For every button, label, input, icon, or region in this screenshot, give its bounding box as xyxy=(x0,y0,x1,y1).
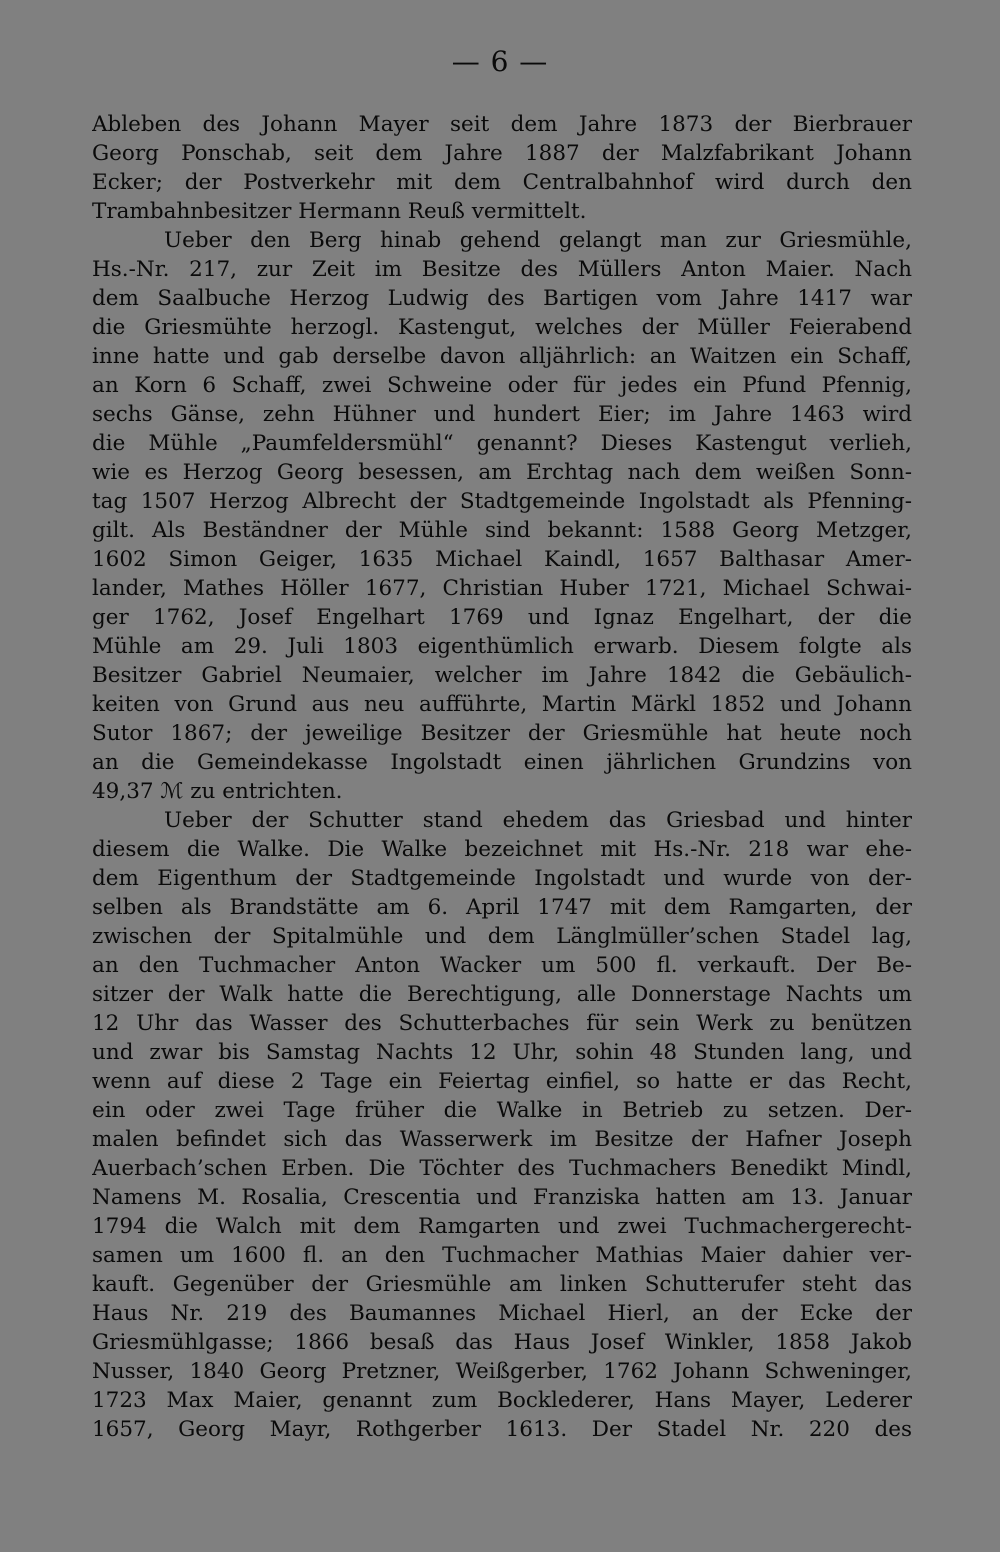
text-line: tag 1507 Herzog Albrecht der Stadtgemeinde Ingolstadt als Pfenning- xyxy=(92,489,912,514)
text-line: diesem die Walke. Die Walke bezeichnet mit Hs.-Nr. 218 war ehe- xyxy=(92,837,912,862)
text-line: und zwar bis Samstag Nachts 12 Uhr, sohin 48 Stunden lang, und xyxy=(92,1040,912,1065)
text-line: Hs.-Nr. 217, zur Zeit im Besitze des Müllers Anton Maier. Nach xyxy=(92,257,912,282)
text-line: malen befindet sich das Wasserwerk im Besitze der Hafner Joseph xyxy=(92,1127,912,1152)
text-line: Georg Ponschab, seit dem Jahre 1887 der Malzfabrikant Johann xyxy=(92,141,912,166)
text-line: Ueber der Schutter stand ehedem das Griesbad und hinter xyxy=(164,808,912,833)
page-number: — 6 — xyxy=(451,45,549,78)
text-line: Namens M. Rosalia, Crescentia und Franziska hatten am 13. Januar xyxy=(92,1185,912,1210)
text-line: sitzer der Walk hatte die Berechtigung, alle Donnerstage Nachts um xyxy=(92,982,912,1007)
text-line: Ueber den Berg hinab gehend gelangt man zur Griesmühle, xyxy=(164,228,912,253)
text-line: dem Eigenthum der Stadtgemeinde Ingolstadt und wurde von der- xyxy=(92,866,912,891)
text-line: die Griesmühte herzogl. Kastengut, welches der Müller Feierabend xyxy=(92,315,912,340)
text-line: Auerbach’schen Erben. Die Töchter des Tuchmachers Benedikt Mindl, xyxy=(92,1156,912,1181)
text-line: selben als Brandstätte am 6. April 1747 mit dem Ramgarten, der xyxy=(92,895,912,920)
text-line: ein oder zwei Tage früher die Walke in Betrieb zu setzen. Der- xyxy=(92,1098,912,1123)
text-line: Sutor 1867; der jeweilige Besitzer der Griesmühle hat heute noch xyxy=(92,721,912,746)
text-line: die Mühle „Paumfeldersmühl“ genannt? Dieses Kastengut verlieh, xyxy=(92,431,912,456)
text-line: Nusser, 1840 Georg Pretzner, Weißgerber, 1762 Johann Schweninger, xyxy=(92,1359,912,1384)
text-line: wenn auf diese 2 Tage ein Feiertag einfiel, so hatte er das Recht, xyxy=(92,1069,912,1094)
text-line: 49,37 ℳ zu entrichten. xyxy=(92,779,343,804)
body-text xyxy=(92,110,912,1444)
text-line: gilt. Als Beständner der Mühle sind bekannt: 1588 Georg Metzger, xyxy=(92,518,912,543)
text-line: zwischen der Spitalmühle und dem Länglmüller’schen Stadel lag, xyxy=(92,924,912,949)
text-line: an Korn 6 Schaff, zwei Schweine oder für jedes ein Pfund Pfennig, xyxy=(92,373,912,398)
text-line: dem Saalbuche Herzog Ludwig des Bartigen vom Jahre 1417 war xyxy=(92,286,912,311)
text-line: Trambahnbesitzer Hermann Reuß vermittelt. xyxy=(92,199,587,224)
text-line: sechs Gänse, zehn Hühner und hundert Eier; im Jahre 1463 wird xyxy=(92,402,912,427)
text-line: 1657, Georg Mayr, Rothgerber 1613. Der Stadel Nr. 220 des xyxy=(92,1417,912,1442)
text-line: Haus Nr. 219 des Baumannes Michael Hierl, an der Ecke der xyxy=(92,1301,912,1326)
text-line: kauft. Gegenüber der Griesmühle am linken Schutterufer steht das xyxy=(92,1272,912,1297)
text-line: 1723 Max Maier, genannt zum Bocklederer, Hans Mayer, Lederer xyxy=(92,1388,912,1413)
text-line: Ableben des Johann Mayer seit dem Jahre 1873 der Bierbrauer xyxy=(92,112,912,137)
text-line: samen um 1600 fl. an den Tuchmacher Mathias Maier dahier ver- xyxy=(92,1243,912,1268)
text-line: inne hatte und gab derselbe davon alljährlich: an Waitzen ein Schaff, xyxy=(92,344,912,369)
text-line: Griesmühlgasse; 1866 besaß das Haus Josef Winkler, 1858 Jakob xyxy=(92,1330,912,1355)
text-line: ger 1762, Josef Engelhart 1769 und Ignaz Engelhart, der die xyxy=(92,605,912,630)
text-line: an die Gemeindekasse Ingolstadt einen jährlichen Grundzins von xyxy=(92,750,912,775)
text-line: Besitzer Gabriel Neumaier, welcher im Jahre 1842 die Gebäulich- xyxy=(92,663,912,688)
text-line: Mühle am 29. Juli 1803 eigenthümlich erwarb. Diesem folgte als xyxy=(92,634,912,659)
text-line: 1602 Simon Geiger, 1635 Michael Kaindl, 1657 Balthasar Amer- xyxy=(92,547,912,572)
text-line: Ecker; der Postverkehr mit dem Centralbahnhof wird durch den xyxy=(92,170,912,195)
text-line: keiten von Grund aus neu aufführte, Martin Märkl 1852 und Johann xyxy=(92,692,912,717)
text-line: an den Tuchmacher Anton Wacker um 500 fl. verkauft. Der Be- xyxy=(92,953,912,978)
text-line: 1794 die Walch mit dem Ramgarten und zwei Tuchmachergerecht- xyxy=(92,1214,912,1239)
text-line: lander, Mathes Höller 1677, Christian Huber 1721, Michael Schwai- xyxy=(92,576,912,601)
text-line: 12 Uhr das Wasser des Schutterbaches für sein Werk zu benützen xyxy=(92,1011,912,1036)
text-line: wie es Herzog Georg besessen, am Erchtag nach dem weißen Sonn- xyxy=(92,460,912,485)
